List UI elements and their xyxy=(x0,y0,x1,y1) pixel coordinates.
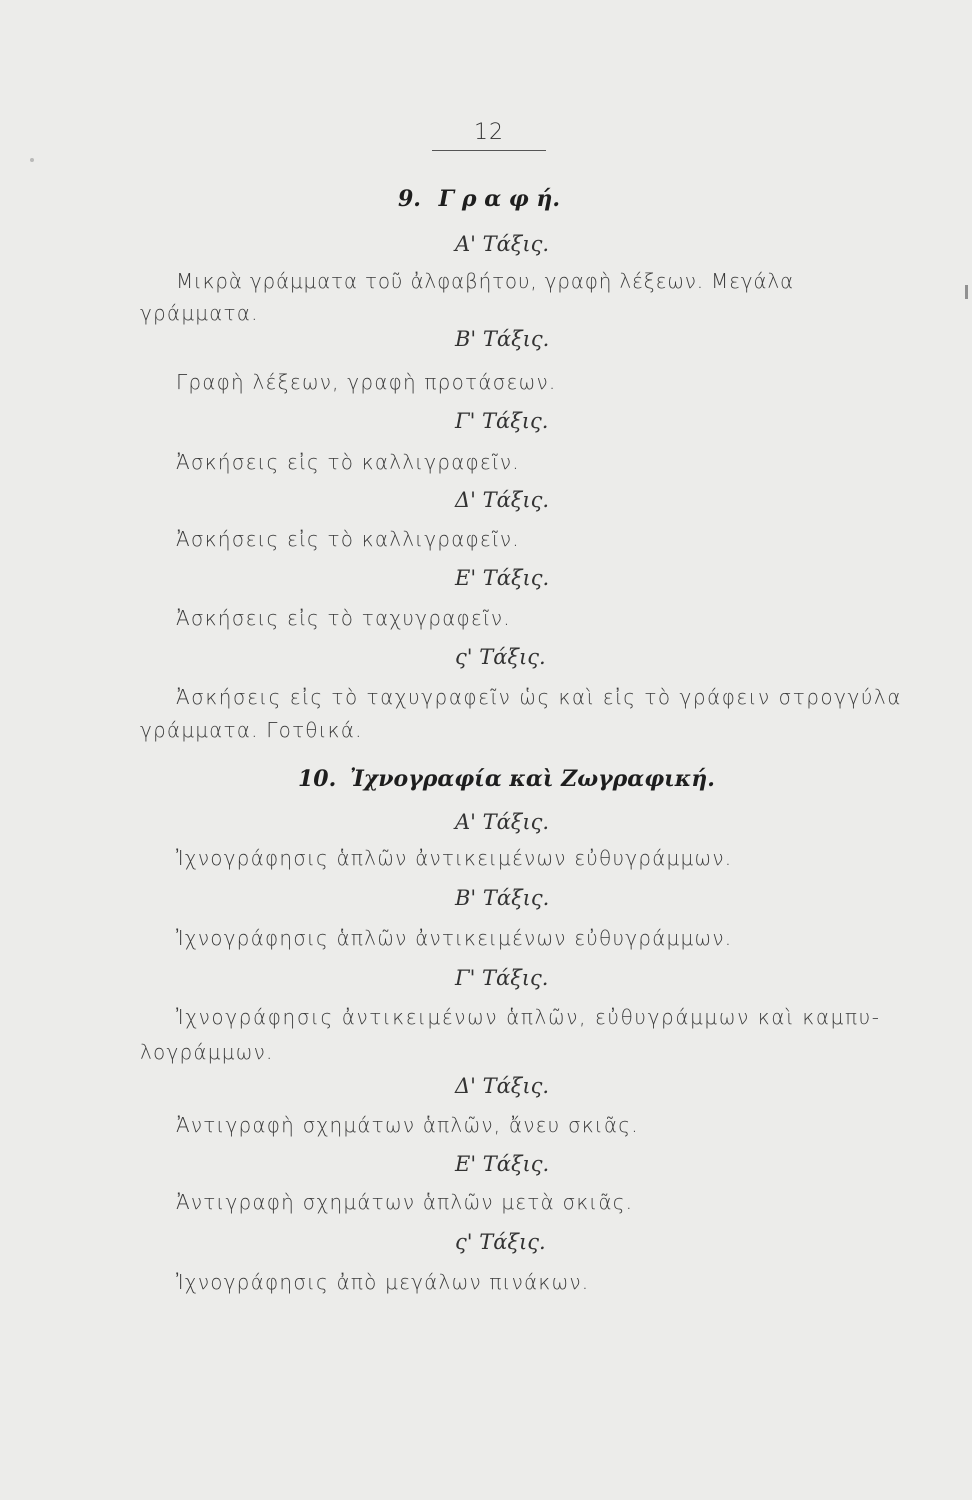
section-10-class-1-label: Α' Τάξις. xyxy=(455,810,550,834)
section-9-class-1-line-1-text: Μικρὰ γράμματα τοῦ ἀλφαβήτου, γραφὴ λέξεων. Μεγάλα xyxy=(176,269,794,293)
section-10-heading xyxy=(298,766,715,792)
page-number-rule xyxy=(432,150,546,151)
section-10-class-5-label: Ε' Τάξις. xyxy=(455,1152,550,1176)
section-9-heading xyxy=(398,186,560,212)
section-9-class-3-label: Γ' Τάξις. xyxy=(455,409,549,433)
section-10-class-6-line-1: Ἰχνογράφησις ἀπὸ μεγάλων πινάκων. xyxy=(176,1270,590,1294)
page-number: 12 xyxy=(474,120,504,145)
section-10-class-5-line-1: Ἀντιγραφὴ σχημάτων ἁπλῶν μετὰ σκιᾶς. xyxy=(176,1190,634,1214)
section-9-class-1-line-1 xyxy=(176,269,836,293)
section-9-class-3-line-1: Ἀσκήσεις εἰς τὸ καλλιγραφεῖν. xyxy=(176,450,520,474)
margin-mark xyxy=(965,285,968,299)
section-9-class-2-label: Β' Τάξις. xyxy=(455,327,550,351)
section-10-title: Ἰχνογραφία καὶ Ζωγραφική. xyxy=(349,766,715,792)
section-10-class-6-label: ς' Τάξις. xyxy=(455,1230,546,1254)
section-10-class-4-label: Δ' Τάξις. xyxy=(455,1074,550,1098)
section-9-class-5-line-1: Ἀσκήσεις εἰς τὸ ταχυγραφεῖν. xyxy=(176,606,511,630)
section-10-class-1-line-1: Ἰχνογράφησις ἁπλῶν ἀντικειμένων εὐθυγράμμων. xyxy=(176,846,733,870)
section-9-class-6-line-1: Ἀσκήσεις εἰς τὸ ταχυγραφεῖν ὡς καὶ εἰς τὸ γράφειν στρογγύλα xyxy=(176,685,902,709)
section-9-class-2-line-1: Γραφὴ λέξεων, γραφὴ προτάσεων. xyxy=(176,370,557,394)
section-9-class-6-label: ς' Τάξις. xyxy=(455,645,546,669)
section-10-number: 10. xyxy=(298,766,337,792)
section-10-class-2-line-1: Ἰχνογράφησις ἁπλῶν ἀντικειμένων εὐθυγράμμων. xyxy=(176,926,733,950)
section-9-class-4-label: Δ' Τάξις. xyxy=(455,488,550,512)
section-10-class-4-line-1: Ἀντιγραφὴ σχημάτων ἁπλῶν, ἄνευ σκιᾶς. xyxy=(176,1113,639,1137)
section-10-class-2-label: Β' Τάξις. xyxy=(455,886,550,910)
section-9-title: Γ ρ α φ ή. xyxy=(438,186,561,212)
section-9-class-4-line-1: Ἀσκήσεις εἰς τὸ καλλιγραφεῖν. xyxy=(176,527,520,551)
paper-speck xyxy=(30,158,34,162)
section-9-class-6-line-2: γράμματα. Γοτθικά. xyxy=(140,718,363,742)
section-9-class-5-label: Ε' Τάξις. xyxy=(455,566,550,590)
section-9-class-1-label: Α' Τάξις. xyxy=(455,232,550,256)
section-10-class-3-line-2: λογράμμων. xyxy=(140,1040,274,1064)
section-9-number: 9. xyxy=(398,186,421,212)
section-10-class-3-label: Γ' Τάξις. xyxy=(455,966,549,990)
section-10-class-3-line-1: Ἰχνογράφησις ἀντικειμένων ἁπλῶν, εὐθυγράμμων καὶ καμπυ- xyxy=(176,1005,881,1029)
section-9-class-1-line-2: γράμματα. xyxy=(140,301,259,325)
